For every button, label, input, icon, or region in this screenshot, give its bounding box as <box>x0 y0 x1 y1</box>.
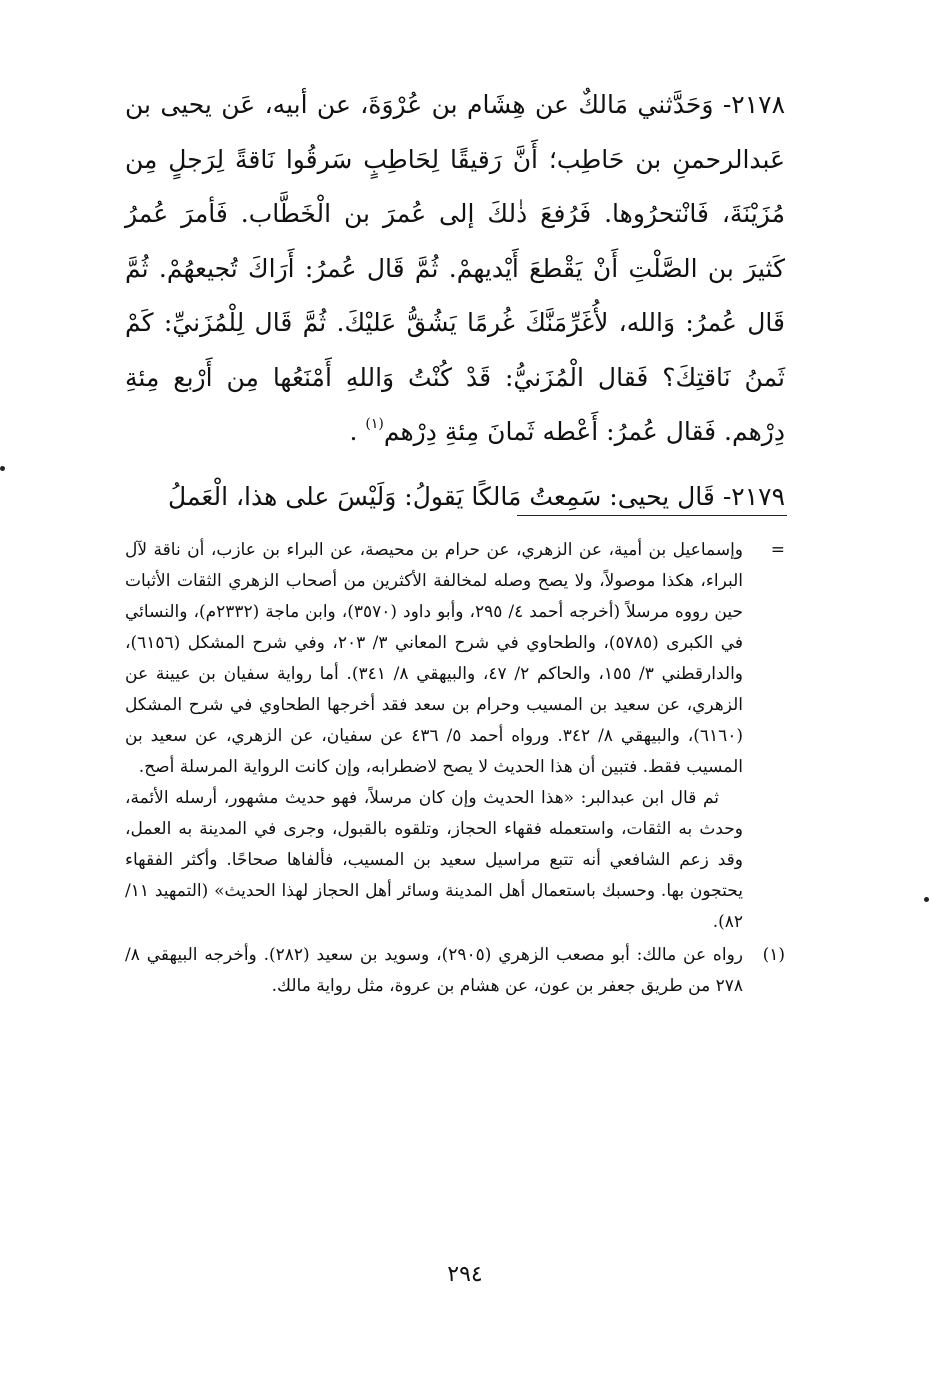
footnote-marker: (١) <box>762 945 785 965</box>
hadith-text: وَحَدَّثني مَالكٌ عن هِشَام بن عُرْوَةَ، عن أبيه، عَن يحيى بن عَبدالرحمنِ بن حَاطِب؛ أَنَّ رَقيقًا لِحَاطِبٍ سَرقُوا نَاقةً لِرَجلٍ مِن مُزَيْنَةَ، فَانْتحرُوها. فَرُفعَ ذٰلكَ إلى عُمرَ بن الْخَطَّاب. فَأمرَ عُمرُ كَثيرَ بن الصَّلْتِ أَنْ يَقْطعَ أَيْديهمْ. ثُمَّ قَال عُمرُ: أَرَاكَ تُجيعهُمْ. ثُمَّ قَال عُمرُ: وَالله، لأُغَرِّمَنَّكَ غُرمًا يَشُقُّ عَليْكَ. ثُمَّ قَال لِلْمُزَنيِّ: كَمْ ثَمنُ نَاقتِكَ؟ فَقال الْمُزَنيُّ: قَدْ كُنْتُ وَاللهِ أَمْنَعُها مِن أَرْبع مِئةِ دِرْهم. فَقال عُمرُ: أَعْطه ثَمانَ مِئةِ دِرْهم <box>125 90 785 446</box>
margin-dot <box>924 897 929 902</box>
footnotes-section <box>125 535 785 1002</box>
margin-dot <box>0 466 5 471</box>
footnote-paragraph: وإسماعيل بن أمية، عن الزهري، عن حرام بن محيصة، عن البراء بن عازب، أن ناقة لآل البراء، هكذا موصولاً، ولا يصح وصله لمخالفة الأكثرين من أصحاب الزهري الثقات الأثبات حين رووه مرسلاً (أخرجه أحمد ٤/ ٢٩٥، وأبو داود (٣٥٧٠)، وابن ماجة (٢٣٣٢م)، والنسائي في الكبرى (٥٧٨٥)، والطحاوي في شرح المعاني ٣/ ٢٠٣، وفي شرح المشكل (٦١٥٦)، والدارقطني ٣/ ١٥٥، والحاكم ٢/ ٤٧، والبيهقي ٨/ ٣٤١). أما رواية سفيان بن عيينة عن الزهري، عن سعيد بن المسيب وحرام بن سعد فقد أخرجها الطحاوي في شرح المشكل (٦١٦٠)، والبيهقي ٨/ ٣٤٢. ورواه أحمد ٥/ ٤٣٦ عن سفيان، عن الزهري، عن سعيد بن المسيب فقط. فتبين أن هذا الحديث لا يصح لاضطرابه، وإن كانت الرواية المرسلة أصح. <box>125 540 744 777</box>
footnote-paragraph: رواه عن مالك: أبو مصعب الزهري (٢٩٠٥)، وسويد بن سعيد (٢٨٢). وأخرجه البيهقي ٨/ ٢٧٨ من طريق جعفر بن عون، عن هشام بن عروة، مثل رواية مالك. <box>125 945 743 996</box>
footnote-paragraph: ثم قال ابن عبدالبر: «هذا الحديث وإن كان مرسلاً، فهو حديث مشهور، أرسله الأئمة، وحدث به الثقات، واستعمله فقهاء الحجاز، وتلقوه بالقبول، وجرى في المدينة به العمل، وقد زعم الشافعي أنه تتبع مراسيل سعيد بن المسيب، فألفاها صحاحًا. وأكثر الفقهاء يحتجون بها. وحسبك باستعمال أهل المدينة وسائر أهل الحجاز لهذا الحديث» (التمهيد ١١/ ٨٢). <box>125 788 743 932</box>
footnote-1 <box>125 940 785 1002</box>
sentence-end: . <box>349 417 366 446</box>
paragraph-2178 <box>125 78 785 460</box>
page-number: ٢٩٤ <box>447 1262 483 1287</box>
main-text <box>125 78 785 524</box>
footnote-divider <box>517 515 787 516</box>
footnote-body <box>125 940 743 1002</box>
hadith-number: ٢١٧٩- <box>722 481 785 511</box>
hadith-text: قَال يحيى: سَمِعتُ مَالكًا يَقولُ: وَلَيْسَ على هذا، الْعَملُ <box>168 481 723 511</box>
footnote-continuation <box>125 535 785 938</box>
footnote-reference[interactable]: (١) <box>365 416 384 432</box>
footnote-body <box>125 535 743 938</box>
continuation-marker: = <box>770 540 785 560</box>
hadith-number: ٢١٧٨- <box>722 90 785 119</box>
